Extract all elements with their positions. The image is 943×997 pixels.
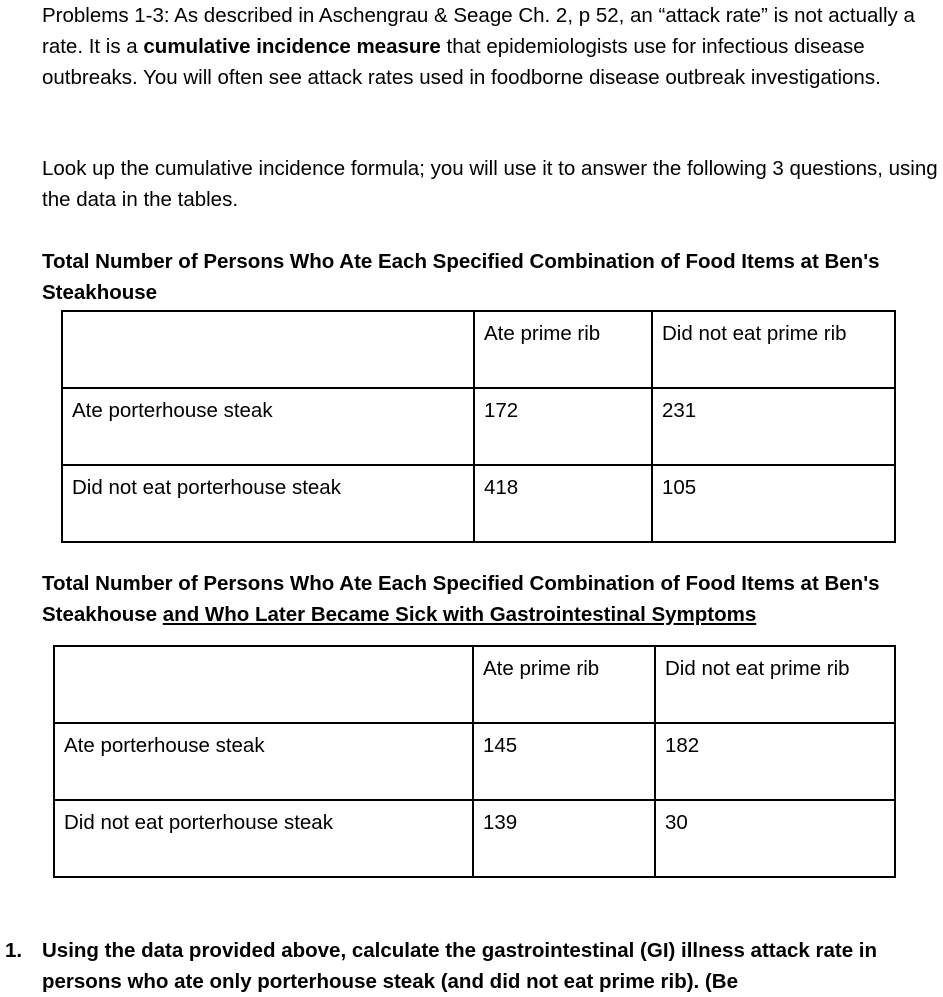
table1 (61, 310, 896, 543)
table-cell: 30 (655, 800, 895, 877)
table-header: Ate prime rib (473, 646, 655, 723)
intro-text-end: that epidemiologists use for infectious disease outbreaks. You will often see attack rates used in foodborne disease outbreak investigations. (42, 35, 881, 89)
table-cell: 418 (474, 465, 652, 542)
table-cell: 139 (473, 800, 655, 877)
instruction-paragraph: Look up the cumulative incidence formula; you will use it to answer the following 3 questions, using the data in the tables. (42, 157, 938, 211)
table-row (62, 311, 895, 388)
table2 (53, 645, 896, 878)
table-header: Did not eat prime rib (652, 311, 895, 388)
table-cell (54, 646, 473, 723)
intro-text: Problems 1-3: As described in Aschengrau & Seage Ch. 2, p 52, an “attack rate” is not actually a rate. It is a (42, 4, 915, 58)
table-row (54, 646, 895, 723)
table-cell: 172 (474, 388, 652, 465)
intro-paragraph (42, 0, 942, 93)
table-cell: 231 (652, 388, 895, 465)
table-row (54, 723, 895, 800)
table-header: Ate prime rib (474, 311, 652, 388)
table-cell (62, 311, 474, 388)
question1-number: 1. (5, 939, 23, 962)
table-header: Did not eat prime rib (655, 646, 895, 723)
table-cell: Ate porterhouse steak (62, 388, 474, 465)
table2-title (42, 568, 942, 630)
table-cell: Did not eat porterhouse steak (54, 800, 473, 877)
table-cell: 145 (473, 723, 655, 800)
intro-bold-term: cumulative incidence measure (143, 35, 441, 58)
table-cell: 182 (655, 723, 895, 800)
table-cell: Ate porterhouse steak (54, 723, 473, 800)
table2-title-underlined: and Who Later Became Sick with Gastrointestinal Symptoms (162, 603, 757, 626)
table-row (62, 388, 895, 465)
table-row (62, 465, 895, 542)
table1-title: Total Number of Persons Who Ate Each Specified Combination of Food Items at Ben's Steakhouse (42, 250, 880, 304)
table-cell: Did not eat porterhouse steak (62, 465, 474, 542)
table2-title-text: Total Number of Persons Who Ate Each Specified Combination of Food Items at Ben's Steakhouse (42, 572, 880, 626)
question1-text: Using the data provided above, calculate the gastrointestinal (GI) illness attack rate in persons who ate only porterhouse steak (and did not eat prime rib). (Be (42, 939, 878, 993)
table-row (54, 800, 895, 877)
table-cell: 105 (652, 465, 895, 542)
